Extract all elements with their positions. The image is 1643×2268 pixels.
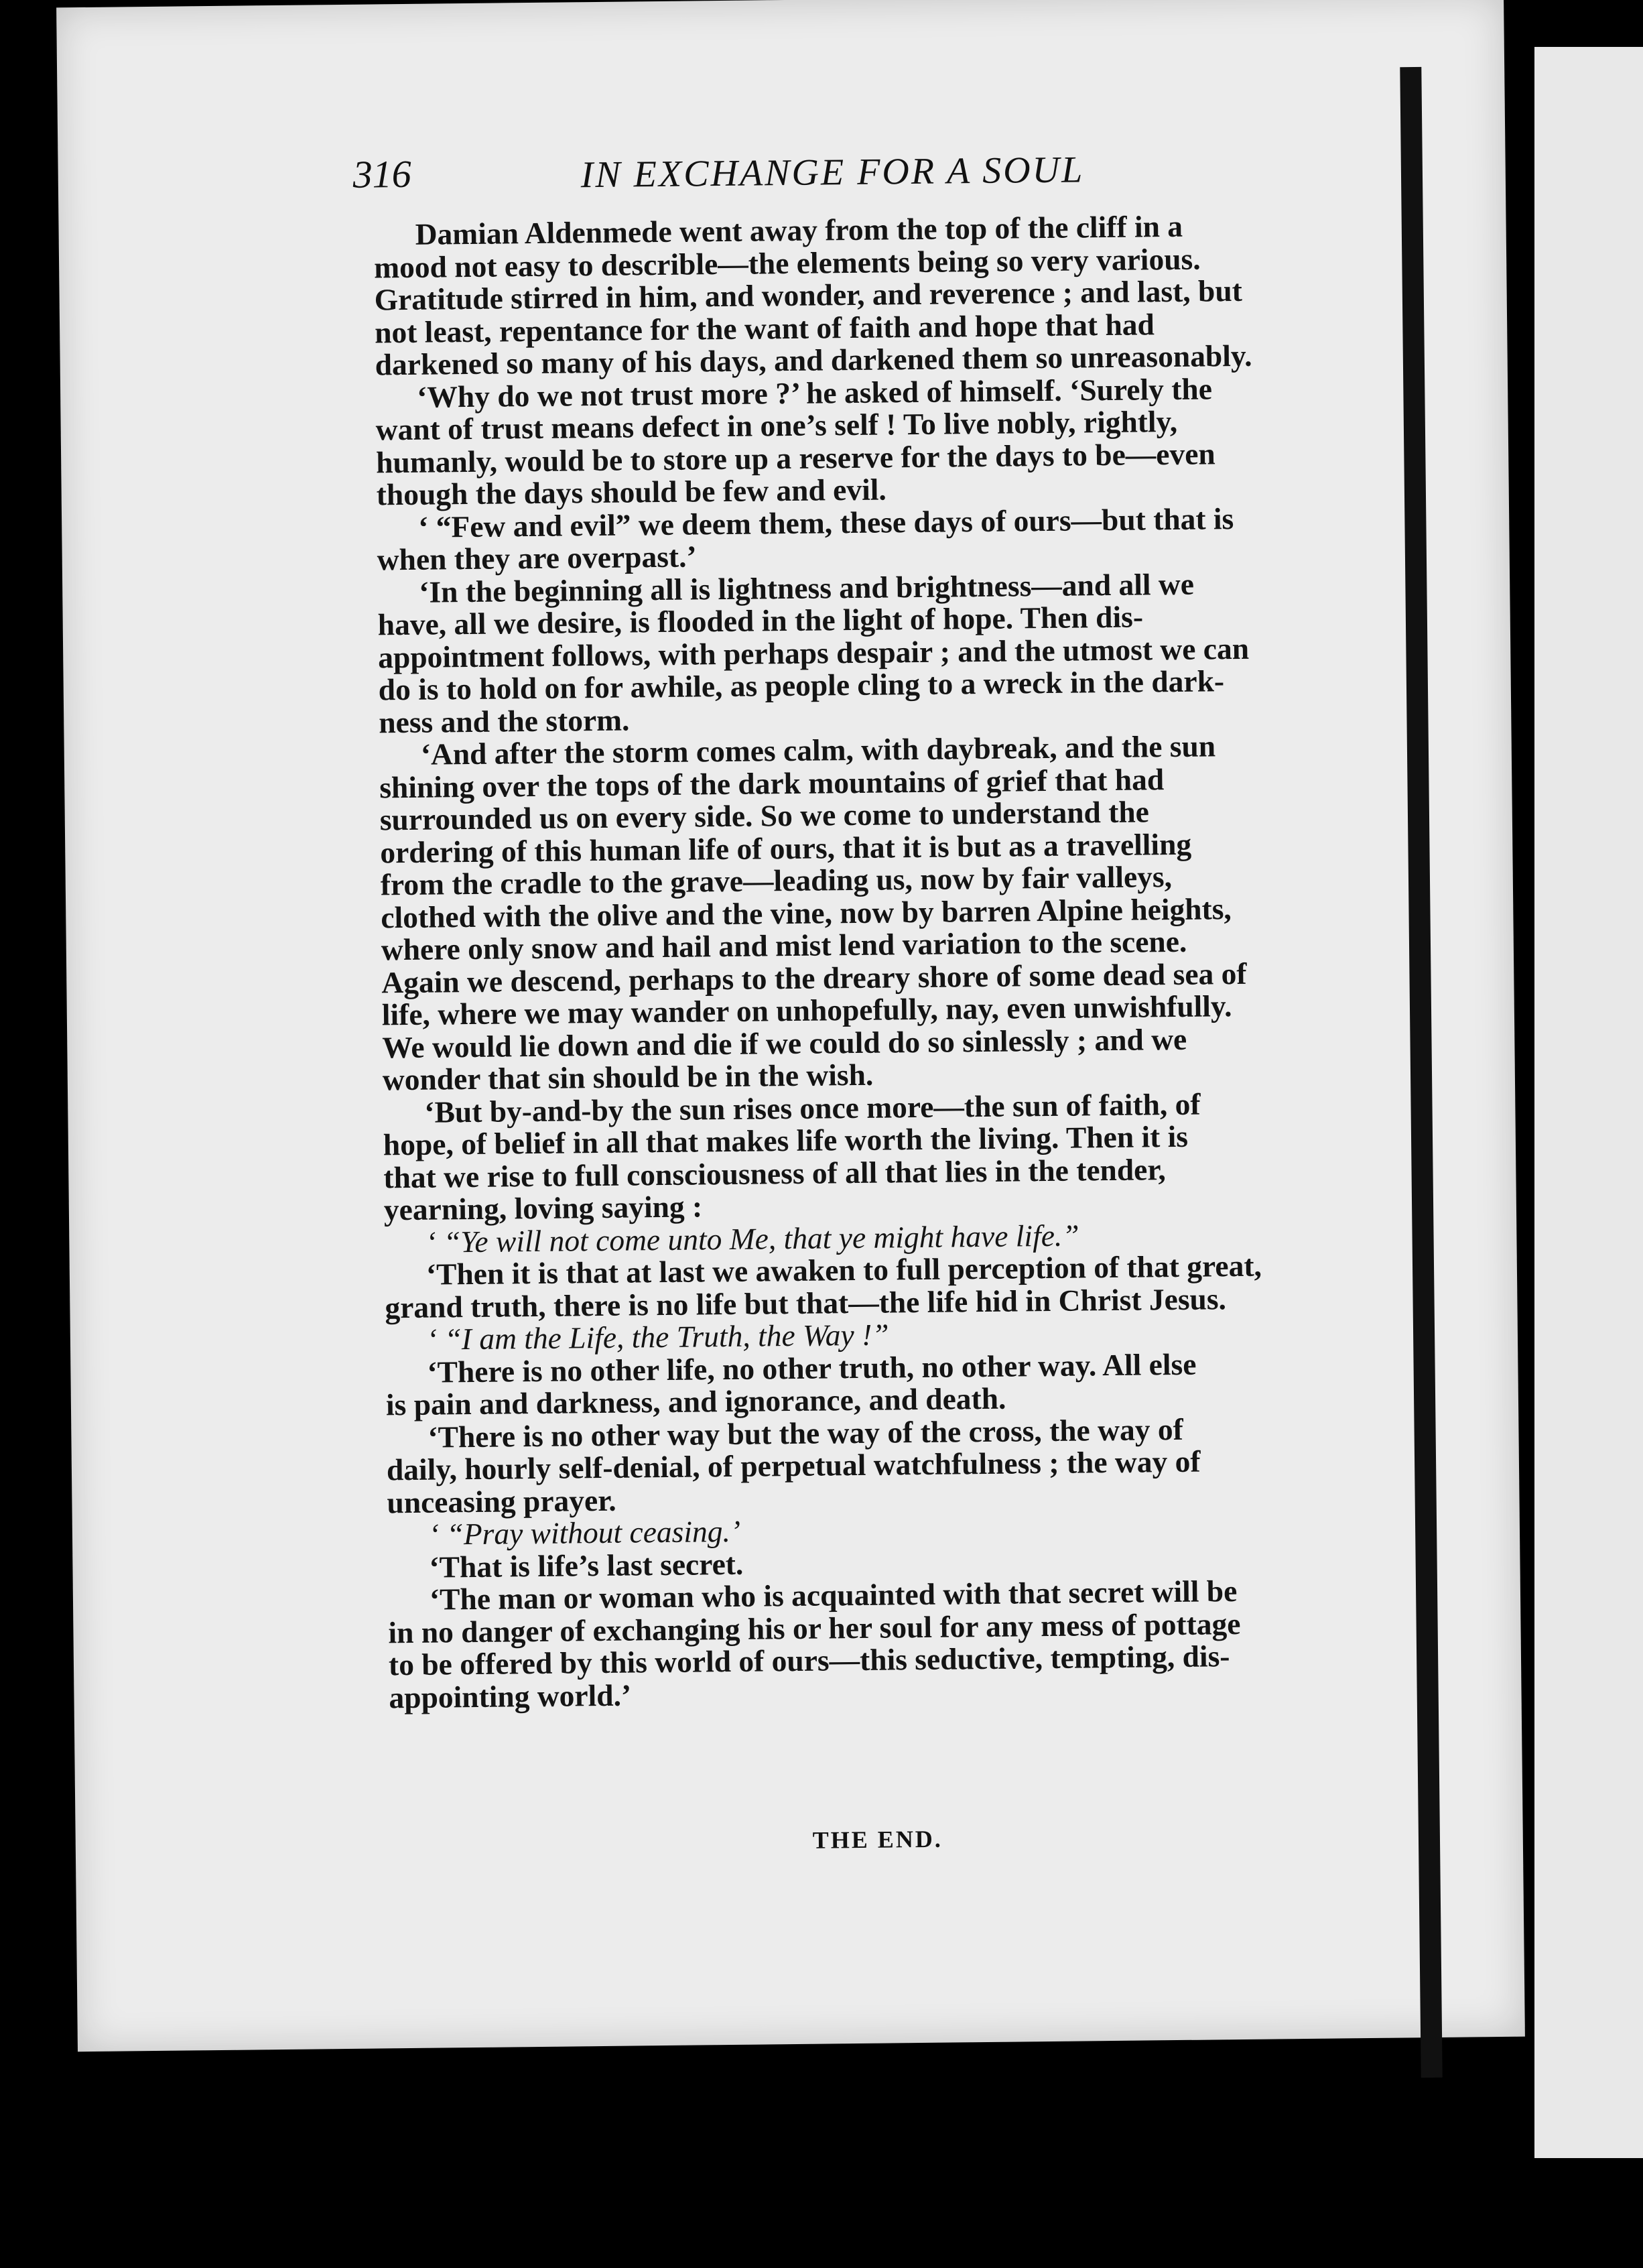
text-line-quote: ‘ “Pray without ceasing.’ — [428, 1513, 741, 1552]
text-line: life, where we may wander on unhopefully, nay, even unwishfully. — [381, 989, 1232, 1032]
text-line: Gratitude stirred in him, and wonder, and reverence ; and last, but — [374, 273, 1243, 317]
text-line: is pain and darkness, and ignorance, and death. — [385, 1381, 1006, 1422]
text-line: wonder that sin should be in the wish. — [382, 1057, 874, 1097]
text-line: ness and the storm. — [379, 702, 630, 739]
text-line: Again we descend, perhaps to the dreary shore of some dead sea of — [381, 956, 1247, 999]
text-line: hope, of belief in all that makes life worth the living. Then it is — [383, 1119, 1189, 1162]
page-header — [352, 127, 1492, 212]
text-line: surrounded us on every side. So we come to understand the — [379, 794, 1150, 837]
text-line: not least, repentance for the want of faith and hope that had — [374, 306, 1155, 349]
text-line: unceasing prayer. — [387, 1483, 616, 1519]
text-line: darkened so many of his days, and darkened them so unreasonably. — [375, 338, 1252, 382]
text-line: want of trust means defect in one’s self ! To live nobly, rightly, — [375, 403, 1178, 447]
book-page — [56, 0, 1525, 2052]
text-line: when they are overpast.’ — [377, 539, 697, 577]
text-line: ‘Why do we not trust more ?’ he asked of himself. ‘Surely the — [416, 371, 1213, 414]
text-line: daily, hourly self-denial, of perpetual watchfulness ; the way of — [386, 1444, 1201, 1487]
text-line: from the cradle to the grave—leading us, now by fair valleys, — [380, 859, 1173, 902]
text-line: humanly, would be to store up a reserve for the days to be—even — [375, 436, 1215, 479]
facing-page-edge — [1534, 47, 1643, 2158]
text-line: yearning, loving saying : — [383, 1189, 703, 1227]
text-line: though the days should be few and evil. — [376, 472, 886, 512]
text-line: ‘In the beginning all is lightness and brightness—and all we — [418, 566, 1195, 609]
text-line: appointment follows, with perhaps despair ; and the utmost we can — [377, 631, 1250, 674]
text-line: where only snow and hail and mist lend variation to the scene. — [381, 924, 1187, 967]
text-line: ‘But by-and-by the sun rises once more—the sun of faith, of — [424, 1086, 1201, 1129]
text-line: ‘ “Few and evil” we deem them, these days of ours—but that is — [417, 501, 1234, 544]
end-mark: THE END. — [812, 1825, 943, 1854]
text-line-quote: ‘ “Ye will not come unto Me, that ye might have life.” — [425, 1218, 1079, 1259]
text-line: ‘And after the storm comes calm, with daybreak, and the sun — [420, 729, 1216, 771]
text-line: ‘That is life’s last secret. — [429, 1546, 744, 1584]
text-line: grand truth, there is no life but that—the life hid in Christ Jesus. — [385, 1281, 1227, 1324]
text-line: that we rise to full consciousness of all that lies in the tender, — [383, 1151, 1166, 1194]
page-number: 316 — [352, 151, 412, 196]
text-line: to be offered by this world of ours—this seductive, tempting, dis- — [388, 1639, 1230, 1682]
text-line: ‘Then it is that at last we awaken to full perception of that great, — [425, 1248, 1262, 1292]
text-line: ‘There is no other life, no other truth, no other way. All else — [427, 1346, 1197, 1389]
text-line: We would lie down and die if we could do so sinlessly ; and we — [382, 1021, 1187, 1064]
text-line: shining over the tops of the dark mountains of grief that had — [379, 761, 1165, 804]
text-line: clothed with the olive and the vine, now by barren Alpine heights, — [381, 891, 1232, 934]
text-line: Damian Aldenmede went away from the top of the cliff in a — [415, 208, 1183, 251]
text-line: appointing world.’ — [389, 1678, 632, 1714]
text-line: in no danger of exchanging his or her soul for any mess of pottage — [388, 1606, 1241, 1649]
text-line-quote: ‘ “I am the Life, the Truth, the Way !” — [426, 1317, 889, 1357]
page-body — [373, 208, 1461, 1714]
text-line: do is to hold on for awhile, as people cling to a wreck in the dark- — [378, 664, 1225, 707]
text-line: ‘The man or woman who is acquainted with that secret will be — [429, 1574, 1238, 1617]
text-line: mood not easy to describle—the elements being so very various. — [373, 241, 1201, 284]
text-line: ‘There is no other way but the way of the cross, the way of — [428, 1411, 1183, 1454]
running-title: IN EXCHANGE FOR A SOUL — [580, 149, 1085, 196]
text-line: have, all we desire, is flooded in the light of hope. Then dis- — [377, 599, 1144, 642]
text-line: ordering of this human life of ours, that it is but as a travelling — [380, 826, 1192, 869]
